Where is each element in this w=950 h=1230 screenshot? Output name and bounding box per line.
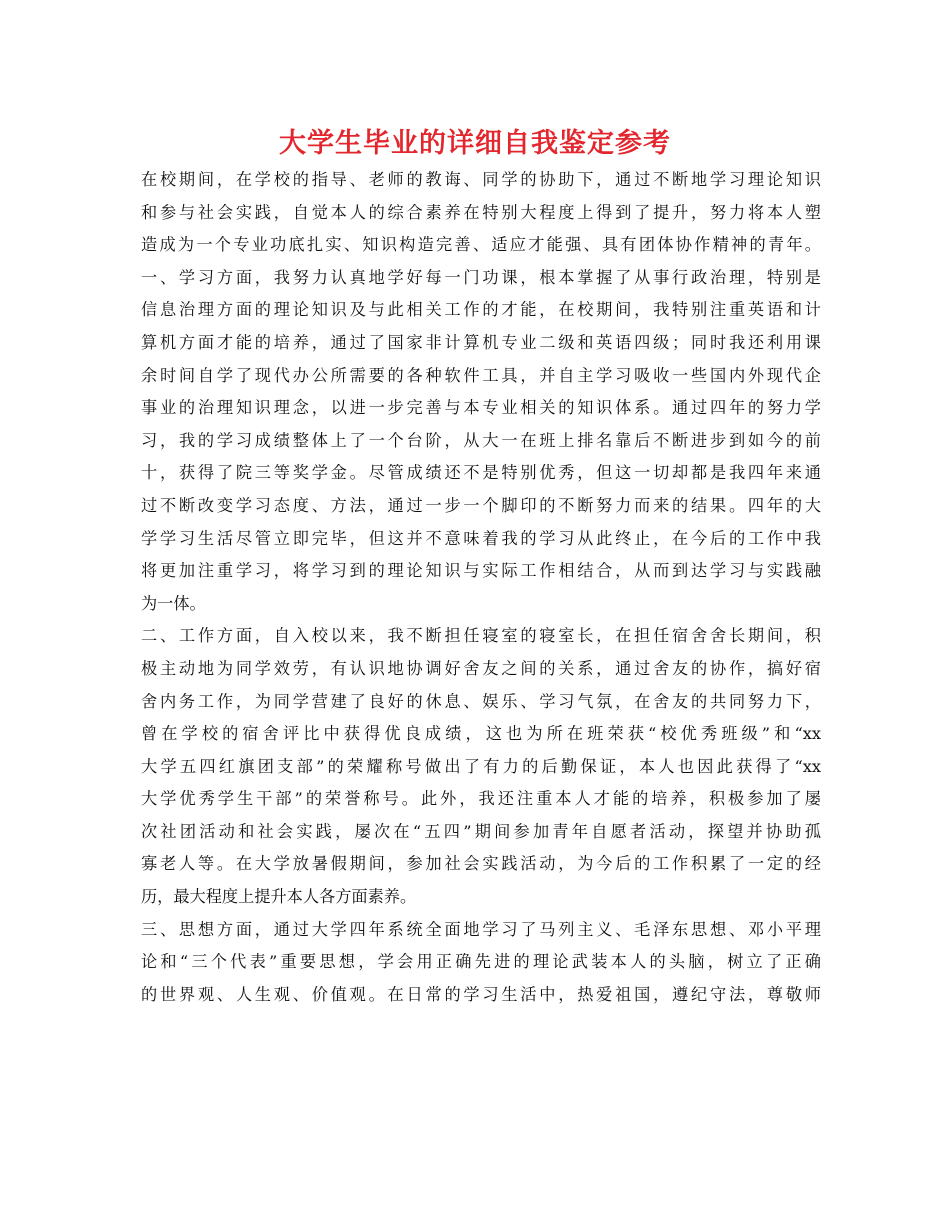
text-line: 十，获得了院三等奖学金。尽管成绩还不是特别优秀，但这一切却都是我四年来通 xyxy=(141,463,821,483)
text-line: 极主动地为同学效劳，有认识地协调好舍友之间的关系，通过舍友的协作，搞好宿 xyxy=(141,658,821,678)
text-line: 二、工作方面，自入校以来，我不断担任寝室的寝室长，在担任宿舍舍长期间，积 xyxy=(141,626,821,646)
text-line: 的世界观、人生观、价值观。在日常的学习生活中，热爱祖国，遵纪守法，尊敬师 xyxy=(141,984,821,1004)
text-line: 学学习生活尽管立即完毕，但这并不意味着我的学习从此终止，在今后的工作中我 xyxy=(141,528,821,548)
text-line: 为一体。 xyxy=(141,593,206,613)
text-line: 舍内务工作，为同学营建了良好的休息、娱乐、学习气氛，在舍友的共同努力下， xyxy=(141,691,821,711)
text-line: 过不断改变学习态度、方法，通过一步一个脚印的不断努力而来的结果。四年的大 xyxy=(141,495,821,515)
text-line: 三、思想方面，通过大学四年系统全面地学习了马列主义、毛泽东思想、邓小平理 xyxy=(141,919,821,939)
text-line: 大学优秀学生干部”的荣誉称号。此外，我还注重本人才能的培养，积极参加了屡 xyxy=(141,789,821,809)
text-line: 造成为一个专业功底扎实、知识构造完善、适应才能强、具有团体协作精神的青年。 xyxy=(141,235,821,255)
text-line: 大学五四红旗团支部”的荣耀称号做出了有力的后勤保证，本人也因此获得了“xx xyxy=(141,756,821,776)
text-line: 次社团活动和社会实践，屡次在“五四”期间参加青年自愿者活动，探望并协助孤 xyxy=(141,821,821,841)
text-line: 在校期间，在学校的指导、老师的教诲、同学的协助下，通过不断地学习理论知识 xyxy=(141,170,821,189)
text-line: 论和“三个代表”重要思想，学会用正确先进的理论武装本人的头脑，树立了正确 xyxy=(141,952,821,972)
document-title: 大学生毕业的详细自我鉴定参考 xyxy=(279,128,671,159)
text-line: 算机方面才能的培养，通过了国家非计算机专业二级和英语四级；同时我还利用课 xyxy=(141,332,821,352)
text-line: 历，最大程度上提升本人各方面素养。 xyxy=(141,887,417,907)
text-line: 曾在学校的宿舍评比中获得优良成绩，这也为所在班荣获“校优秀班级”和“xx xyxy=(141,724,821,744)
text-line: 信息治理方面的理论知识及与此相关工作的才能，在校期间，我特别注重英语和计 xyxy=(141,300,821,320)
text-line: 事业的治理知识理念，以进一步完善与本专业相关的知识体系。通过四年的努力学 xyxy=(141,398,821,418)
text-line: 寡老人等。在大学放暑假期间，参加社会实践活动，为今后的工作积累了一定的经 xyxy=(141,854,821,874)
document-body xyxy=(141,164,821,1011)
text-line: 习，我的学习成绩整体上了一个台阶，从大一在班上排名靠后不断进步到如今的前 xyxy=(141,430,821,450)
text-line: 将更加注重学习，将学习到的理论知识与实际工作相结合，从而到达学习与实践融 xyxy=(141,561,821,581)
text-line: 余时间自学了现代办公所需要的各种软件工具，并自主学习吸收一些国内外现代企 xyxy=(141,365,821,385)
text-line: 一、学习方面，我努力认真地学好每一门功课，根本掌握了从事行政治理，特别是 xyxy=(141,267,821,287)
text-line: 和参与社会实践，自觉本人的综合素养在特别大程度上得到了提升，努力将本人塑 xyxy=(141,202,821,222)
